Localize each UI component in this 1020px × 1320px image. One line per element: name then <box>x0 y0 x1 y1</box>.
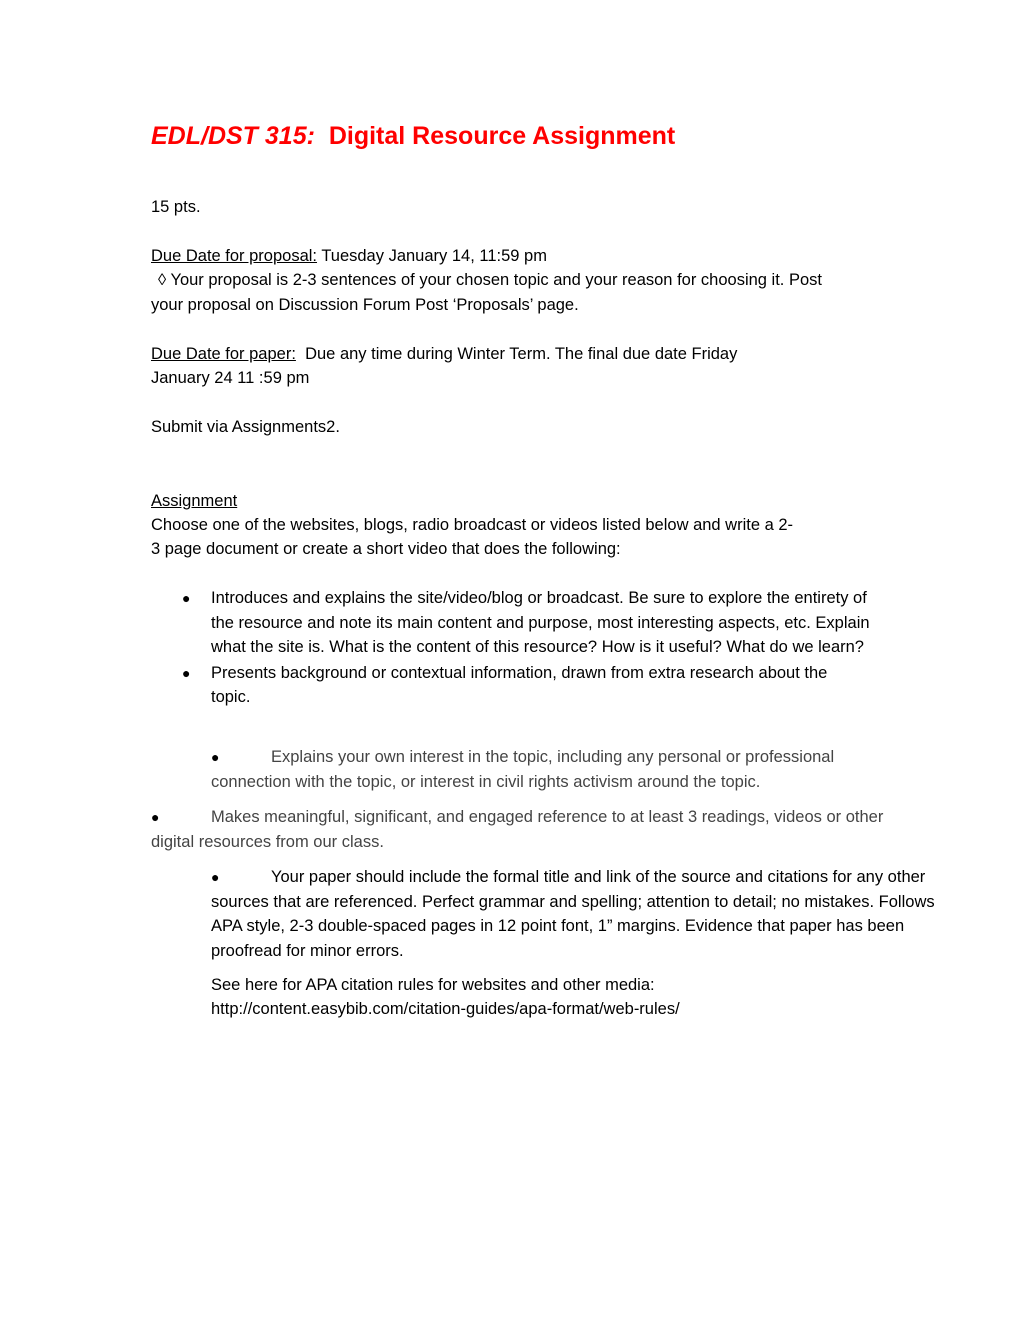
diamond-icon: ◊ <box>158 271 167 289</box>
list-item-interest: ● Explains your own interest in the topic, including any personal or professional connection with the topic, or interest in civil rights activism around the topic. <box>211 745 911 794</box>
bullet-icon: ● <box>211 749 220 765</box>
apa-note: See here for APA citation rules for websites and other media: <box>211 976 655 994</box>
bullet-icon: ● <box>182 664 191 681</box>
proposal-due-date: Tuesday January 14, 11:59 pm <box>321 247 547 265</box>
assignment-heading: Assignment <box>151 492 238 510</box>
paper-due-date: January 24 11 :59 pm <box>151 369 310 387</box>
list-item: ● Introduces and explains the site/video/blog or broadcast. Be sure to explore the entirety of the resource and note its main content and purpose, most interesting aspects, etc. Explain what the site is. What is the content of this resource? How is it useful? What do we learn? <box>151 586 871 660</box>
assignment-intro-line1: Choose one of the websites, blogs, radio broadcast or videos listed below and write a 2- <box>151 516 794 534</box>
proposal-description-line1: ◊ Your proposal is 2-3 sentences of your chosen topic and your reason for choosing it. Post <box>158 271 822 289</box>
requirements-list <box>151 586 931 711</box>
assignment-intro-line2: 3 page document or create a short video that does the following: <box>151 540 621 558</box>
paper-due-text: Due any time during Winter Term. The final due date Friday <box>305 345 738 363</box>
apa-link[interactable]: http://content.easybib.com/citation-guides/apa-format/web-rules/ <box>211 1000 680 1018</box>
list-item-paper: ● Your paper should include the formal title and link of the source and citations for any other sources that are referenced. Perfect grammar and spelling; attention to detail; no mistakes. Follows APA style, 2-3 double-spaced pages in 12 point font, 1” margins. Evidence that paper has been proofread for minor errors. <box>211 865 941 963</box>
proposal-due-line <box>151 244 547 268</box>
course-code: EDL/DST 315: <box>151 122 315 150</box>
bullet-icon: ● <box>151 809 160 825</box>
points-value: 15 pts. <box>151 198 201 216</box>
document-title <box>151 122 675 151</box>
list-item-reference: ● Makes meaningful, significant, and engaged reference to at least 3 readings, videos or other digital resources from our class. <box>151 805 921 854</box>
proposal-description-line2: your proposal on Discussion Forum Post ‘Proposals’ page. <box>151 296 579 314</box>
bullet-icon: ● <box>182 590 191 606</box>
assignment-name: Digital Resource Assignment <box>328 122 676 150</box>
list-item: ● Presents background or contextual information, drawn from extra research about the topic. <box>151 661 841 710</box>
paper-due-label: Due Date for paper: <box>151 345 296 363</box>
bullet-icon: ● <box>211 869 220 885</box>
proposal-due-label: Due Date for proposal: <box>151 247 318 265</box>
submit-instructions: Submit via Assignments2. <box>151 418 340 436</box>
paper-due-line <box>151 342 737 366</box>
